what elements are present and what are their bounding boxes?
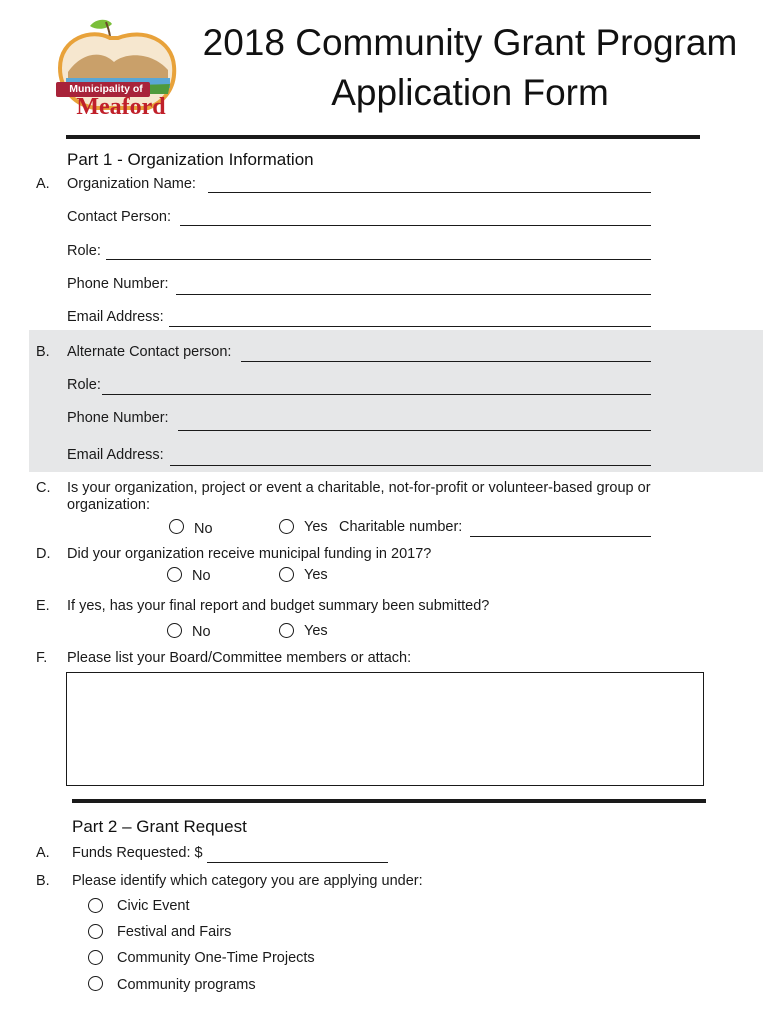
- category-community-programs-label: Community programs: [117, 977, 256, 993]
- alternate-phone-label: Phone Number:: [67, 410, 169, 426]
- alternate-contact-field[interactable]: [241, 343, 651, 362]
- report-yes-label: Yes: [304, 623, 328, 639]
- phone-number-label: Phone Number:: [67, 276, 169, 292]
- alternate-phone-field[interactable]: [178, 412, 651, 431]
- contact-person-field[interactable]: [180, 207, 651, 226]
- contact-person-label: Contact Person:: [67, 209, 171, 225]
- alternate-email-label: Email Address:: [67, 447, 164, 463]
- email-address-label: Email Address:: [67, 309, 164, 325]
- phone-number-field[interactable]: [176, 276, 651, 295]
- organization-name-label: Organization Name:: [67, 176, 196, 192]
- part2-divider: [72, 799, 706, 803]
- category-civic-event-radio[interactable]: [88, 898, 103, 913]
- funds-requested-field[interactable]: [207, 844, 388, 863]
- report-no-label: No: [192, 624, 211, 640]
- part2-heading: Part 2 – Grant Request: [72, 817, 247, 836]
- logo-wordmark: Meaford: [76, 94, 166, 120]
- funding-no-label: No: [192, 568, 211, 584]
- item-letter-e: E.: [36, 598, 50, 614]
- funding-no-radio[interactable]: [167, 567, 182, 582]
- municipal-funding-question: Did your organization receive municipal funding in 2017?: [67, 546, 432, 562]
- charitable-question-line2: organization:: [67, 497, 151, 513]
- alternate-role-field[interactable]: [102, 376, 651, 395]
- alternate-contact-label: Alternate Contact person:: [67, 344, 232, 360]
- charitable-no-label: No: [194, 521, 213, 537]
- alternate-role-label: Role:: [67, 377, 101, 393]
- board-members-question: Please list your Board/Committee members or attach:: [67, 650, 412, 666]
- category-one-time-projects-label: Community One-Time Projects: [117, 950, 315, 966]
- charitable-number-field[interactable]: [470, 518, 651, 537]
- final-report-question: If yes, has your final report and budget summary been submitted?: [67, 598, 490, 614]
- category-question: Please identify which category you are applying under:: [72, 873, 423, 889]
- logo-top-text: Municipality of: [69, 83, 143, 95]
- form-title-line1: 2018 Community Grant Program: [202, 22, 738, 63]
- charitable-number-label: Charitable number:: [339, 519, 463, 535]
- category-community-programs-radio[interactable]: [88, 976, 103, 991]
- report-no-radio[interactable]: [167, 623, 182, 638]
- item-letter-a: A.: [36, 176, 50, 192]
- charitable-yes-label: Yes: [304, 519, 328, 535]
- organization-name-field[interactable]: [208, 174, 651, 193]
- charitable-no-radio[interactable]: [169, 519, 184, 534]
- role-label: Role:: [67, 243, 101, 259]
- report-yes-radio[interactable]: [279, 623, 294, 638]
- alternate-email-field[interactable]: [170, 447, 651, 466]
- item-letter-c: C.: [36, 480, 51, 496]
- part1-heading: Part 1 - Organization Information: [67, 150, 314, 169]
- header-divider: [66, 135, 700, 139]
- category-festival-fairs-label: Festival and Fairs: [117, 924, 232, 940]
- charitable-question-line1: Is your organization, project or event a charitable, not-for-profit or volunteer-based group or: [67, 480, 651, 496]
- part2-item-letter-b: B.: [36, 873, 50, 889]
- funds-requested-label: Funds Requested: $: [72, 845, 203, 861]
- email-address-field[interactable]: [169, 308, 651, 327]
- funding-yes-radio[interactable]: [279, 567, 294, 582]
- category-one-time-projects-radio[interactable]: [88, 950, 103, 965]
- category-festival-fairs-radio[interactable]: [88, 924, 103, 939]
- item-letter-f: F.: [36, 650, 48, 666]
- charitable-yes-radio[interactable]: [279, 519, 294, 534]
- item-letter-d: D.: [36, 546, 51, 562]
- item-letter-b: B.: [36, 344, 50, 360]
- part2-item-letter-a: A.: [36, 845, 50, 861]
- category-civic-event-label: Civic Event: [117, 898, 190, 914]
- role-field[interactable]: [106, 241, 651, 260]
- funding-yes-label: Yes: [304, 567, 328, 583]
- form-title-line2: Application Form: [331, 72, 609, 113]
- board-members-textbox[interactable]: [66, 672, 704, 786]
